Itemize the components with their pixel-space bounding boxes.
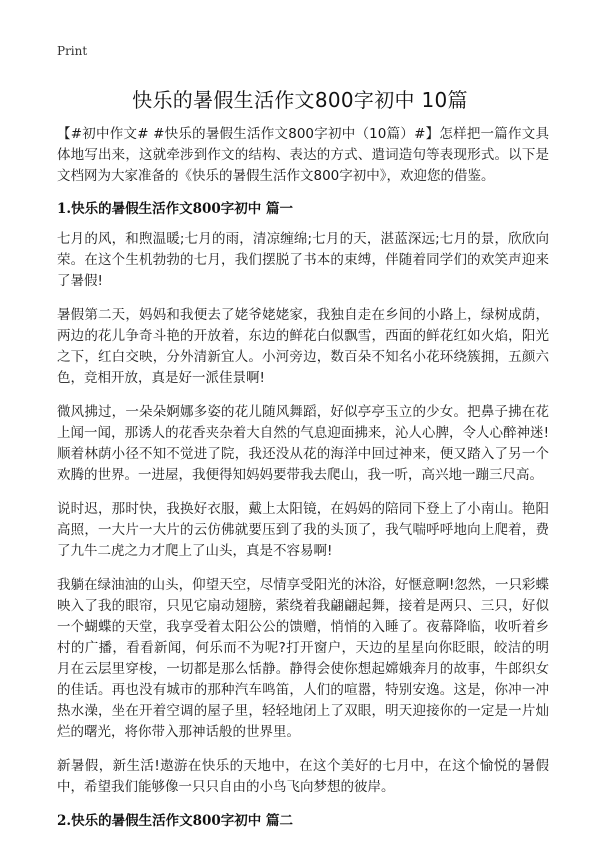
intro-paragraph: 【#初中作文# #快乐的暑假生活作文800字初中（10篇）#】怎样把一篇作文具体地写出来，这就牵涉到作文的结构、表达的方式、遣词造句等表现形式。以下是文档网为大家准备的《快乐的暑假生活作文800字初中》，欢迎您的借鉴。 xyxy=(57,126,549,184)
paragraph: 我躺在绿油油的山头，仰望天空，尽情享受阳光的沐浴，好惬意啊!忽然，一只彩蝶映入了我的眼帘，只见它扇动翅膀，萦绕着我翩翩起舞，接着是两只、三只，好似一个蝴蝶的天堂，我享受着太阳公公的馈赠，悄悄的入睡了。夜幕降临，收听着乡村的广播，看看新闻，何乐而不为呢?打开窗户，天边的星星向你眨眼，皎洁的明月在云层里穿梭，一切都是那么恬静。静得会使你想起嫦娥奔月的故事，牛郎织女的佳话。再也没有城市的那种汽车鸣笛，人们的喧嚣，特别安逸。这是，你冲一冲热水澡，坐在开着空调的屋子里，轻轻地闭上了双眼，明天迎接你的一定是一片灿烂的曙光，将你带入那神话般的世界里。 xyxy=(57,577,549,740)
paragraph: 说时迟，那时快，我换好衣服，戴上太阳镜，在妈妈的陪同下登上了小南山。艳阳高照，一大片一大片的云仿佛就要压到了我的头顶了，我气喘呼呼地向上爬着，费了九牛二虎之力才爬上了山头，真是不容易啊! xyxy=(57,501,549,559)
page-title: 快乐的暑假生活作文800字初中 10篇 xyxy=(132,88,468,112)
print-link[interactable]: Print xyxy=(57,44,88,58)
section-heading-1: 1.快乐的暑假生活作文800字初中 篇一 xyxy=(57,201,293,217)
paragraph: 七月的风，和煦温暖;七月的雨，清凉缠绵;七月的天，湛蓝深远;七月的景，欣欣向荣。在这个生机勃勃的七月，我们摆脱了书本的束缚，伴随着同学们的欢笑声迎来了暑假! xyxy=(57,231,549,289)
paragraph: 微风拂过，一朵朵婀娜多姿的花儿随风舞蹈，好似亭亭玉立的少女。把鼻子拂在花上闻一闻，那诱人的花香夹杂着大自然的气息迎面拂来，沁人心脾，令人心醉神迷!顺着林荫小径不知不觉进了院，我还没从花的海洋中回过神来，便又踏入了另一个欢腾的世界。一进屋，我便得知妈妈要带我去爬山，我一听，高兴地一蹦三尺高。 xyxy=(57,404,549,483)
section-heading-2: 2.快乐的暑假生活作文800字初中 篇二 xyxy=(57,813,293,829)
article-body xyxy=(57,124,549,841)
paragraph: 暑假第二天，妈妈和我便去了姥爷姥姥家，我独自走在乡间的小路上，绿树成荫，两边的花儿争奇斗艳的开放着，东边的鲜花白似飘雪，西面的鲜花红如火焰，阳光之下，红白交映，分外清新宜人。小河旁边，数百朵不知名小花环绕簇拥，五颜六色，竞相开放，真是好一派佳景啊! xyxy=(57,307,549,386)
paragraph: 新暑假，新生活!遨游在快乐的天地中，在这个美好的七月中，在这个愉悦的暑假中，希望我们能够像一只只自由的小鸟飞向梦想的彼岸。 xyxy=(57,758,549,795)
